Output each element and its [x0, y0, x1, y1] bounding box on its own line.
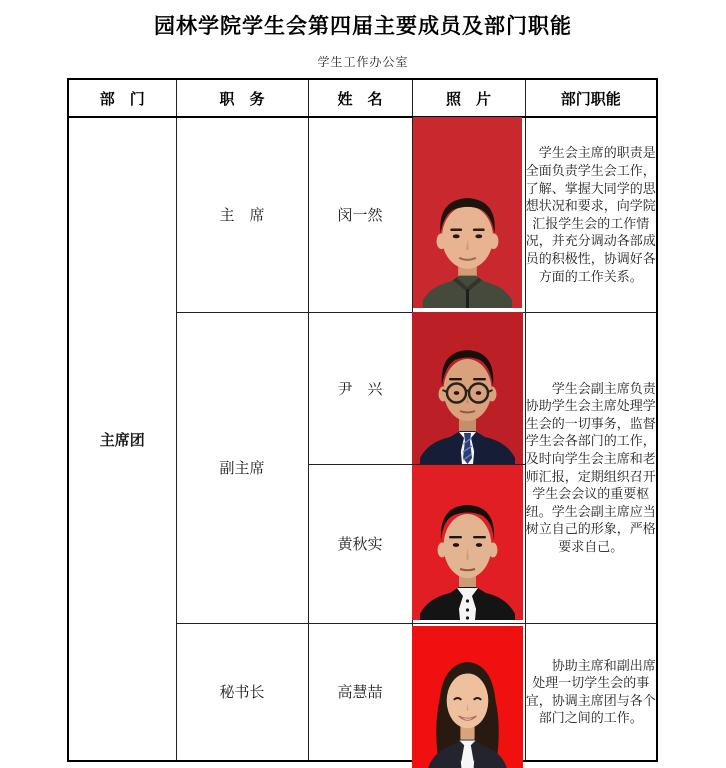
table-row-chairman — [68, 117, 657, 312]
column-header-duty: 部门职能 — [525, 79, 657, 117]
document-title: 园林学院学生会第四届主要成员及部门职能 — [154, 15, 572, 38]
duty-cell-secretary: 协助主席和副出席处理一切学生会的事宜，协调主席团与各个部门之间的工作。 — [525, 623, 657, 761]
position-cell-secretary: 秘书长 — [176, 623, 308, 761]
duty-cell-chairman: 学生会主席的职责是全面负责学生会工作，了解、掌握大同学的思想状况和要求，向学院汇报学生会的工作情况，并充分调动各部成员的积极性，协调好各方面的工作关系。 — [525, 117, 657, 312]
table-header-row — [68, 79, 657, 117]
duty-cell-vice-chairman: 学生会副主席负责协助学生会主席处理学生会的一切事务，监督学生会各部门的工作，及时向学生会主席和老师汇报，定期组织召开学生会会议的重要枢纽。学生会副主席应当树立自己的形象，严格要求自己。 — [525, 312, 657, 623]
name-cell-huang-qiushi: 黄秋实 — [308, 464, 412, 623]
members-table — [67, 78, 658, 762]
column-header-photo: 照 片 — [412, 79, 525, 117]
portrait-photo-yin-xing — [412, 312, 523, 464]
portrait-photo-min-yiran — [413, 117, 522, 308]
position-cell-chairman: 主 席 — [176, 117, 308, 312]
portrait-illustration — [412, 465, 523, 620]
department-group-cell: 主席团 — [68, 117, 176, 761]
portrait-illustration — [413, 117, 522, 308]
name-cell-min-yiran: 闵一然 — [308, 117, 412, 312]
portrait-illustration — [412, 626, 523, 768]
portrait-illustration — [412, 312, 523, 464]
portrait-photo-gao-huizhe — [412, 626, 523, 768]
portrait-photo-huang-qiushi — [412, 465, 523, 620]
column-header-position: 职 务 — [176, 79, 308, 117]
name-cell-gao-huizhe: 高慧喆 — [308, 623, 412, 761]
name-cell-yin-xing: 尹 兴 — [308, 312, 412, 464]
document-subtitle: 学生工作办公室 — [317, 55, 409, 69]
column-header-name: 姓 名 — [308, 79, 412, 117]
position-cell-vice-chairman: 副主席 — [176, 312, 308, 623]
column-header-department: 部 门 — [68, 79, 176, 117]
